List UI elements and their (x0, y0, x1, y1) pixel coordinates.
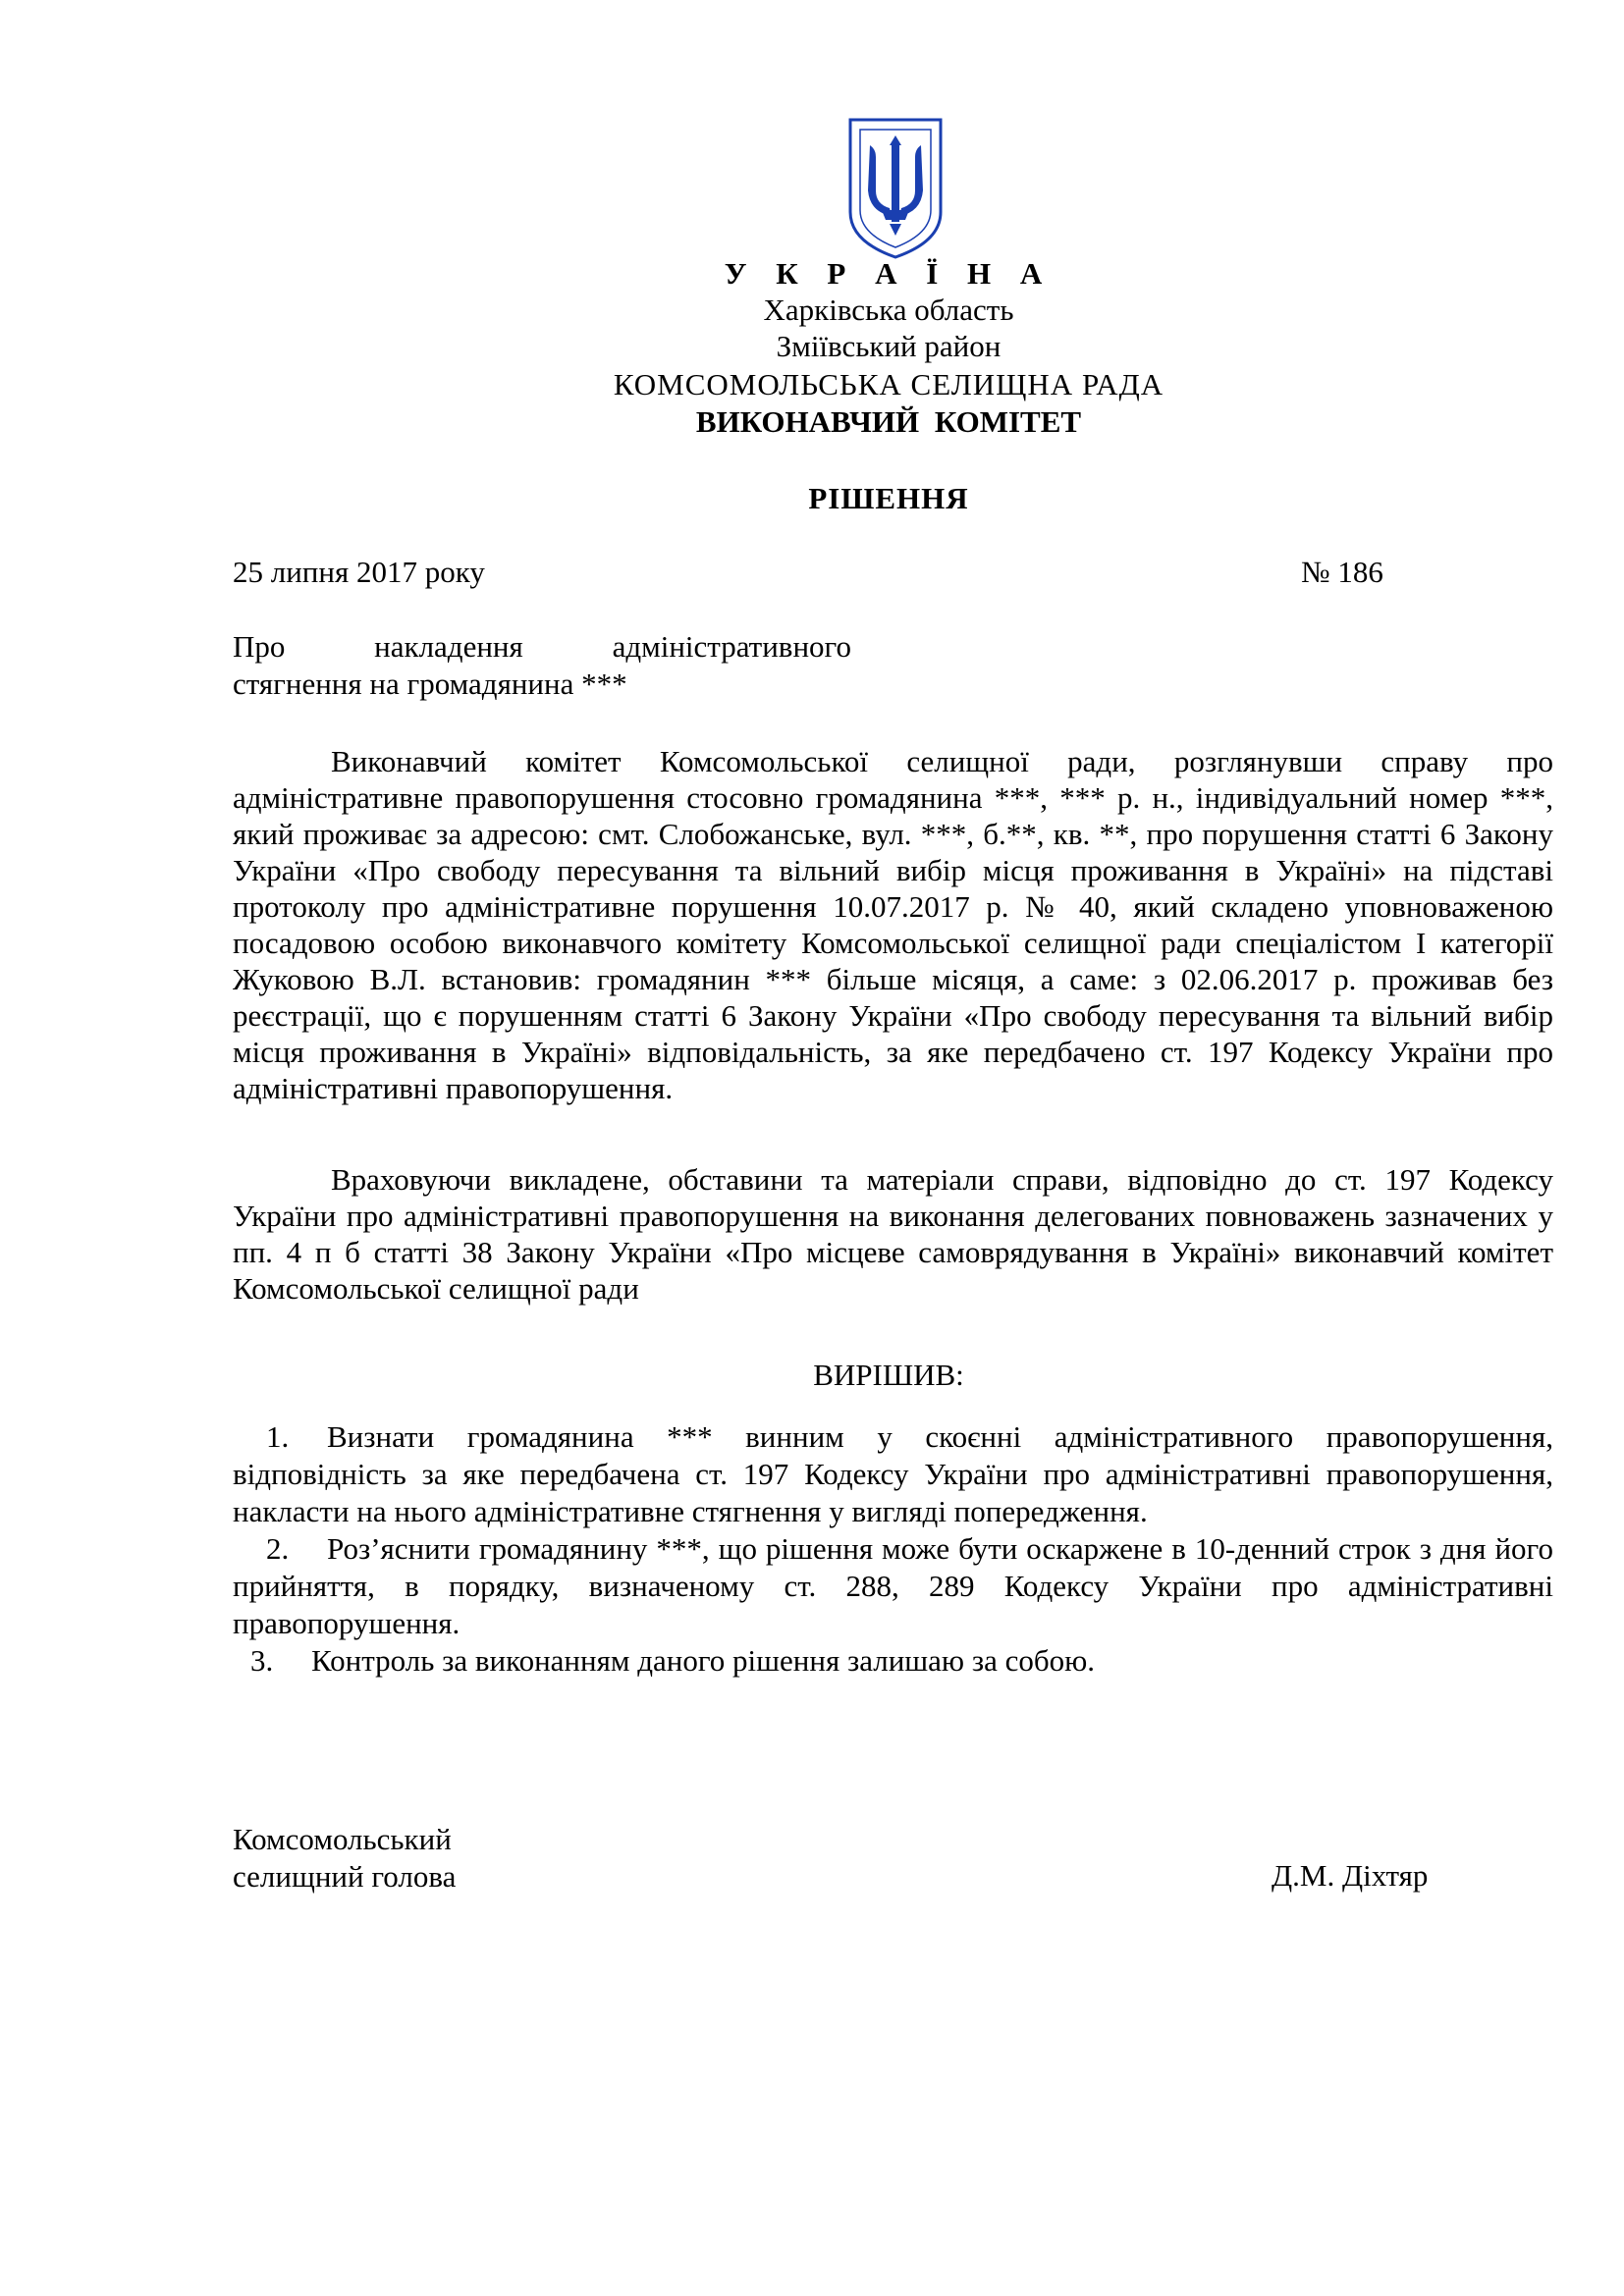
document-number: № 186 (1301, 555, 1383, 589)
council-name: КОМСОМОЛЬСЬКА СЕЛИЩНА РАДА (613, 367, 1164, 401)
signatory-title (233, 1821, 456, 1896)
list-item-number: 1. (266, 1419, 290, 1454)
country-title: У К Р А Ї Н А (724, 256, 1054, 291)
list-item (233, 1418, 1553, 1530)
decision-heading: ВИРІШИВ: (813, 1358, 964, 1392)
document-subject (233, 628, 851, 703)
body-paragraph-2-block (233, 1161, 1553, 1307)
list-item-text: Визнати громадянина *** винним у скоєнні адміністративного правопорушення, відповідність за яке передбачена ст. 197 Кодексу України про адміністративні правопорушення, накласти на нього адміністративне стягнення у вигляді попередження. (233, 1419, 1553, 1528)
body-paragraph: Виконавчий комітет Комсомольської селищної ради, розглянувши справу про адміністративне правопорушення стосовно громадянина ***, *** р. н., індивідуальний номер ***, який проживає за адресою: смт. Слобожанське, вул. ***, б.**, кв. **, про порушення статті 6 Закону України «Про свободу пересування та вільний вибір місця проживання в Україні» на підставі протоколу про адміністративне порушення 10.07.2017 р. № 40, який складено уповноваженою посадовою особою виконавчого комітету Комсомольської селищної ради спеціалістом I категорії Жуковою В.Л. встановив: громадянин *** більше місяця, а саме: з 02.06.2017 р. проживав без реєстрації, що є порушенням статті 6 Закону України «Про свободу пересування та вільний вибір місця проживання в Україні» відповідальність, за яке передбачено ст. 197 Кодексу України про адміністративні правопорушення. (233, 744, 1553, 1105)
subject-word: Про (233, 629, 286, 664)
district-name: Зміївський район (776, 329, 1001, 363)
trident-coat-of-arms-icon (846, 116, 945, 261)
list-item-number: 3. (250, 1643, 274, 1678)
subject-word: адміністративного (612, 629, 851, 664)
body-paragraph-1-block (233, 743, 1553, 1106)
signatory-title-line: селищний голова (233, 1859, 457, 1894)
decision-list (233, 1418, 1553, 1680)
list-item (233, 1530, 1553, 1642)
list-item-number: 2. (266, 1531, 290, 1566)
signatory-title-line: Комсомольський (233, 1822, 452, 1856)
list-item (233, 1642, 1553, 1680)
list-item-text: Роз’яснити громадянину ***, що рішення може бути оскаржене в 10-денний строк з дня його прийняття, в порядку, визначеному ст. 288, 289 Кодексу України про адміністративні правопорушення. (233, 1531, 1553, 1640)
list-item-text: Контроль за виконанням даного рішення залишаю за собою. (311, 1643, 1096, 1678)
document-type: РІШЕННЯ (808, 481, 969, 515)
signatory-name: Д.М. Діхтяр (1272, 1858, 1429, 1893)
subject-line-2: стягнення на громадянина *** (233, 667, 627, 701)
body-paragraph: Враховуючи викладене, обставини та матеріали справи, відповідно до ст. 197 Кодексу України про адміністративні правопорушення на виконання делегованих повноважень зазначених у пп. 4 п б статті 38 Закону України «Про місцеве самоврядування в Україні» виконавчий комітет Комсомольської селищної ради (233, 1162, 1553, 1306)
region-name: Харківська область (763, 293, 1014, 327)
committee-name: ВИКОНАВЧИЙ КОМІТЕТ (695, 404, 1082, 439)
subject-word: накладення (374, 629, 523, 664)
document-date: 25 липня 2017 року (233, 555, 485, 589)
subject-line-1 (233, 628, 851, 666)
